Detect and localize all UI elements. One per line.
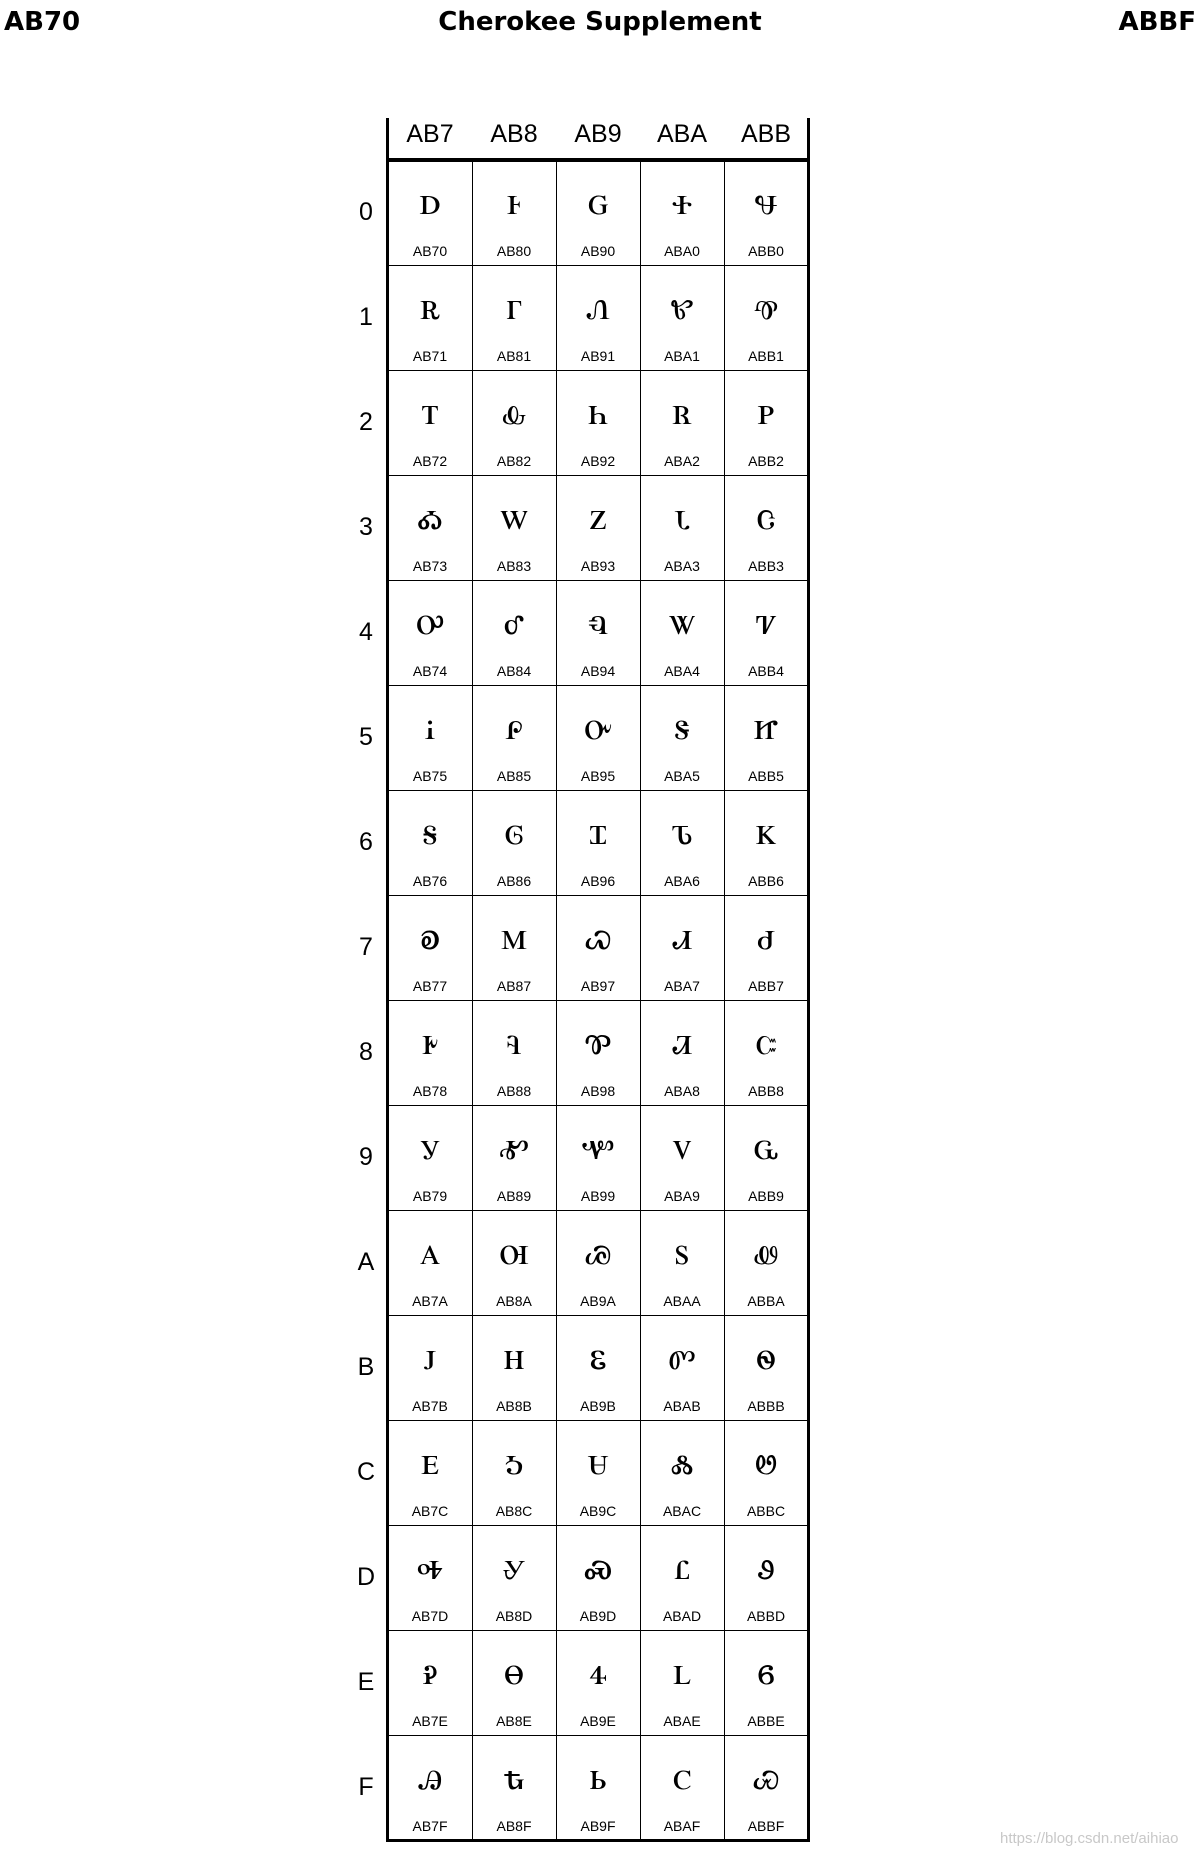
code-point-label: ABB3 [748, 558, 784, 574]
cherokee-glyph: ꮚ [584, 1228, 612, 1274]
code-point-label: AB8D [495, 1608, 533, 1624]
cherokee-glyph: ꮣ [674, 493, 690, 539]
chart-cell [556, 1630, 640, 1735]
table-bottom-border [386, 1839, 810, 1842]
chart-cell [640, 1000, 724, 1105]
cherokee-glyph: ꮑ [586, 283, 610, 329]
code-point-label: AB8C [495, 1503, 533, 1519]
cherokee-glyph: ꮘ [584, 1018, 612, 1064]
chart-cell [472, 1105, 556, 1210]
chart-cell [388, 1105, 472, 1210]
row-header: 8 [359, 1038, 373, 1066]
chart-cell [724, 1735, 808, 1840]
code-point-label: AB94 [580, 663, 616, 679]
cherokee-glyph: ꮞ [589, 1648, 607, 1694]
watermark: https://blog.csdn.net/aihiao [1000, 1830, 1179, 1847]
code-point-label: AB86 [496, 873, 532, 889]
chart-cell [388, 1000, 472, 1105]
cherokee-glyph: ꮝ [584, 1543, 612, 1589]
cherokee-glyph: ꭳ [417, 493, 443, 539]
row-header: A [357, 1248, 375, 1276]
row-header: 0 [359, 198, 373, 226]
code-point-label: AB75 [412, 768, 448, 784]
cherokee-glyph: ꮃ [500, 493, 528, 539]
code-point-label: ABAD [662, 1608, 702, 1624]
cherokee-glyph: ꭸ [422, 1018, 438, 1064]
chart-cell [388, 685, 472, 790]
cherokee-glyph: ꭰ [419, 178, 441, 224]
chart-cell [388, 1630, 472, 1735]
row-header: 2 [359, 408, 373, 436]
chart-cell [640, 580, 724, 685]
chart-cell [472, 475, 556, 580]
cherokee-glyph: ꮹ [753, 1123, 779, 1169]
cherokee-glyph: ꮕ [584, 703, 612, 749]
row-divider [388, 1000, 808, 1001]
code-point-label: ABA6 [664, 873, 700, 889]
code-point-label: ABBF [747, 1818, 785, 1834]
row-divider [388, 1735, 808, 1736]
range-start-label: AB70 [4, 7, 81, 37]
code-point-label: AB87 [496, 978, 532, 994]
code-point-label: AB8F [496, 1818, 532, 1834]
cherokee-glyph: ꮳ [756, 493, 776, 539]
chart-cell [556, 685, 640, 790]
chart-cell [640, 790, 724, 895]
code-point-label: AB9C [579, 1503, 617, 1519]
code-point-label: ABAF [663, 1818, 701, 1834]
cherokee-glyph: ꭼ [421, 1438, 439, 1484]
code-point-label: ABA9 [664, 1188, 700, 1204]
column-header: AB9 [574, 120, 622, 148]
code-point-label: AB9F [580, 1818, 616, 1834]
code-point-label: ABBE [747, 1713, 785, 1729]
cherokee-glyph: ꭵ [424, 703, 436, 749]
code-point-label: AB96 [580, 873, 616, 889]
chart-cell [388, 580, 472, 685]
code-point-label: AB9E [580, 1713, 616, 1729]
chart-cell [556, 1525, 640, 1630]
row-divider [388, 1315, 808, 1316]
chart-cell [724, 1105, 808, 1210]
code-point-label: AB7E [412, 1713, 448, 1729]
row-divider [388, 1525, 808, 1526]
row-header: C [356, 1458, 376, 1486]
chart-cell [388, 1420, 472, 1525]
cherokee-glyph: ꮌ [504, 1438, 524, 1484]
row-header: 6 [359, 828, 373, 856]
row-header: F [358, 1773, 374, 1801]
row-divider [388, 265, 808, 266]
code-point-label: AB79 [412, 1188, 448, 1204]
chart-cell [388, 895, 472, 1000]
cherokee-glyph: ꮿ [752, 1753, 780, 1799]
code-point-label: ABA5 [664, 768, 700, 784]
chart-cell [724, 370, 808, 475]
chart-cell [472, 1525, 556, 1630]
row-divider [388, 475, 808, 476]
cherokee-glyph: ꮆ [504, 808, 524, 854]
chart-cell [724, 160, 808, 265]
chart-cell [472, 370, 556, 475]
chart-cell [472, 1210, 556, 1315]
page-title: Cherokee Supplement [438, 7, 762, 37]
cherokee-glyph: ꭲ [421, 388, 439, 434]
code-point-label: AB99 [580, 1188, 616, 1204]
chart-cell [640, 895, 724, 1000]
row-divider [388, 790, 808, 791]
row-header: 5 [359, 723, 373, 751]
cherokee-glyph: ꮺ [753, 1228, 779, 1274]
cherokee-glyph: ꮻ [756, 1333, 776, 1379]
code-point-label: AB8A [496, 1293, 532, 1309]
row-divider [388, 1105, 808, 1106]
cherokee-glyph: ꭱ [420, 283, 440, 329]
code-point-label: AB83 [496, 558, 532, 574]
row-divider [388, 1420, 808, 1421]
chart-cell [724, 1525, 808, 1630]
cherokee-glyph: ꮊ [499, 1228, 529, 1274]
cherokee-glyph: ꮢ [672, 388, 692, 434]
cherokee-glyph: ꮂ [502, 388, 526, 434]
cherokee-glyph: ꮮ [673, 1648, 691, 1694]
cherokee-glyph: ꮧ [671, 913, 693, 959]
code-point-label: AB7C [411, 1503, 449, 1519]
code-point-label: ABB7 [748, 978, 784, 994]
cherokee-glyph: ꮼ [754, 1438, 778, 1484]
chart-cell [640, 1315, 724, 1420]
chart-cell [724, 475, 808, 580]
code-point-label: ABBD [746, 1608, 786, 1624]
code-point-label: ABB0 [748, 243, 784, 259]
chart-cell [556, 1105, 640, 1210]
chart-cell [640, 685, 724, 790]
row-divider [388, 685, 808, 686]
chart-cell [388, 1735, 472, 1840]
cherokee-glyph: ꮅ [505, 703, 523, 749]
row-header: 9 [359, 1143, 373, 1171]
code-point-label: AB7F [412, 1818, 448, 1834]
code-point-label: ABB1 [748, 348, 784, 364]
code-point-label: ABB9 [748, 1188, 784, 1204]
chart-cell [388, 1210, 472, 1315]
chart-cell [724, 1000, 808, 1105]
cherokee-glyph: ꮈ [506, 1018, 522, 1064]
code-point-label: ABA4 [664, 663, 700, 679]
chart-cell [556, 1315, 640, 1420]
column-header: ABB [740, 120, 792, 148]
code-point-label: AB7D [411, 1608, 449, 1624]
cherokee-glyph: ꭷ [420, 913, 440, 959]
row-divider [388, 1630, 808, 1631]
chart-cell [472, 1630, 556, 1735]
chart-cell [388, 790, 472, 895]
code-point-label: AB77 [412, 978, 448, 994]
code-point-label: AB8E [496, 1713, 532, 1729]
cherokee-glyph: ꭹ [420, 1123, 440, 1169]
code-point-label: AB7A [412, 1293, 448, 1309]
code-point-label: AB9A [580, 1293, 616, 1309]
chart-cell [556, 265, 640, 370]
code-point-label: ABB4 [748, 663, 784, 679]
cherokee-glyph: ꮙ [581, 1123, 615, 1169]
code-point-label: ABB2 [748, 453, 784, 469]
chart-cell [724, 1210, 808, 1315]
code-point-label: AB82 [496, 453, 532, 469]
code-point-label: ABAA [663, 1293, 701, 1309]
chart-cell [472, 685, 556, 790]
row-header: 7 [359, 933, 373, 961]
cherokee-glyph: ꭿ [417, 1753, 443, 1799]
chart-cell [472, 580, 556, 685]
chart-cell [724, 790, 808, 895]
chart-cell [556, 1210, 640, 1315]
code-point-label: AB74 [412, 663, 448, 679]
cherokee-glyph: ꮍ [503, 1543, 525, 1589]
cherokee-glyph: ꮎ [504, 1648, 524, 1694]
table-left-border [386, 118, 389, 1841]
code-point-label: AB89 [496, 1188, 532, 1204]
row-header: 3 [359, 513, 373, 541]
cherokee-glyph: ꮗ [584, 913, 612, 959]
row-header: D [356, 1563, 376, 1591]
code-point-label: AB93 [580, 558, 616, 574]
cherokee-glyph: ꭾ [422, 1648, 438, 1694]
chart-cell [556, 160, 640, 265]
chart-cell [640, 1735, 724, 1840]
code-point-label: AB98 [580, 1083, 616, 1099]
code-point-label: ABA1 [664, 348, 700, 364]
cherokee-glyph: ꮰ [754, 178, 778, 224]
code-point-label: AB71 [412, 348, 448, 364]
chart-cell [388, 1525, 472, 1630]
code-point-label: AB9B [580, 1398, 616, 1414]
chart-cell [556, 1420, 640, 1525]
cherokee-glyph: ꮷ [757, 913, 775, 959]
code-point-label: AB97 [580, 978, 616, 994]
column-header: AB8 [490, 120, 538, 148]
cherokee-glyph: ꮐ [587, 178, 609, 224]
code-point-label: AB78 [412, 1083, 448, 1099]
cherokee-glyph: ꮥ [674, 703, 690, 749]
column-header: AB7 [406, 120, 454, 148]
cherokee-glyph: ꮽ [757, 1543, 775, 1589]
cherokee-glyph: ꮫ [668, 1333, 696, 1379]
chart-cell [472, 790, 556, 895]
header-rule [386, 158, 810, 162]
cherokee-glyph: ꭽ [417, 1543, 443, 1589]
cherokee-glyph: ꮩ [672, 1123, 692, 1169]
chart-cell [640, 475, 724, 580]
cherokee-glyph: ꮨ [671, 1018, 693, 1064]
code-point-label: AB81 [496, 348, 532, 364]
code-point-label: AB7B [412, 1398, 448, 1414]
chart-cell [556, 475, 640, 580]
chart-cell [472, 1000, 556, 1105]
code-point-label: ABBA [747, 1293, 785, 1309]
chart-cell [472, 1735, 556, 1840]
chart-cell [556, 1735, 640, 1840]
chart-cell [640, 265, 724, 370]
code-point-label: ABA0 [664, 243, 700, 259]
chart-cell [640, 370, 724, 475]
row-divider [388, 370, 808, 371]
cherokee-glyph: ꮋ [503, 1333, 525, 1379]
chart-cell [556, 790, 640, 895]
cherokee-glyph: ꮉ [499, 1123, 529, 1169]
chart-cell [556, 370, 640, 475]
code-point-label: AB91 [580, 348, 616, 364]
code-point-label: ABB5 [748, 768, 784, 784]
cherokee-glyph: ꮔ [588, 598, 608, 644]
code-point-label: ABAC [662, 1503, 702, 1519]
code-point-label: ABA7 [664, 978, 700, 994]
cherokee-glyph: ꮭ [674, 1543, 690, 1589]
chart-cell [472, 160, 556, 265]
code-point-label: AB88 [496, 1083, 532, 1099]
code-point-label: ABAB [663, 1398, 701, 1414]
chart-cell [724, 895, 808, 1000]
chart-cell [388, 475, 472, 580]
cherokee-glyph: ꮏ [503, 1753, 525, 1799]
code-point-label: AB84 [496, 663, 532, 679]
chart-cell [640, 1525, 724, 1630]
chart-cell [724, 1315, 808, 1420]
row-divider [388, 895, 808, 896]
code-point-label: AB92 [580, 453, 616, 469]
chart-cell [724, 1420, 808, 1525]
chart-cell [472, 265, 556, 370]
code-point-label: ABAE [663, 1713, 701, 1729]
cherokee-glyph: ꮄ [503, 598, 525, 644]
chart-cell [388, 1315, 472, 1420]
cherokee-glyph: ꮖ [589, 808, 607, 854]
code-point-label: AB76 [412, 873, 448, 889]
chart-cell [640, 1420, 724, 1525]
cherokee-glyph: ꮦ [671, 808, 693, 854]
cherokee-glyph: ꮤ [668, 598, 696, 644]
cherokee-glyph: ꭺ [419, 1228, 441, 1274]
chart-cell [640, 1630, 724, 1735]
cherokee-glyph: ꮟ [589, 1753, 607, 1799]
cherokee-glyph: ꮒ [588, 388, 608, 434]
chart-cell [472, 1315, 556, 1420]
code-point-label: AB90 [580, 243, 616, 259]
code-point-label: ABA8 [664, 1083, 700, 1099]
code-point-label: AB8B [496, 1398, 532, 1414]
row-divider [388, 1210, 808, 1211]
cherokee-glyph: ꭶ [422, 808, 438, 854]
row-header: E [357, 1668, 375, 1696]
cherokee-glyph: ꮁ [506, 283, 522, 329]
column-header: ABA [656, 120, 708, 148]
chart-cell [556, 895, 640, 1000]
chart-cell [388, 265, 472, 370]
cherokee-glyph: ꮴ [755, 598, 777, 644]
chart-cell [724, 580, 808, 685]
cherokee-glyph: ꮜ [587, 1438, 609, 1484]
cherokee-glyph: ꮲ [757, 388, 775, 434]
row-header: B [357, 1353, 375, 1381]
chart-cell [724, 1630, 808, 1735]
cherokee-glyph: ꮸ [755, 1018, 777, 1064]
code-point-label: AB70 [412, 243, 448, 259]
chart-cell [724, 265, 808, 370]
code-point-label: AB80 [496, 243, 532, 259]
cherokee-glyph: ꮵ [753, 703, 779, 749]
row-header: 4 [359, 618, 373, 646]
row-divider [388, 580, 808, 581]
cherokee-glyph: ꮡ [670, 283, 694, 329]
cherokee-glyph: ꮶ [755, 808, 777, 854]
cherokee-glyph: ꮇ [501, 913, 527, 959]
cherokee-glyph: ꮬ [670, 1438, 694, 1484]
code-point-label: ABA3 [664, 558, 700, 574]
cherokee-glyph: ꮱ [754, 283, 778, 329]
code-point-label: AB95 [580, 768, 616, 784]
chart-cell [556, 1000, 640, 1105]
chart-cell [724, 685, 808, 790]
code-point-label: AB72 [412, 453, 448, 469]
chart-cell [640, 1210, 724, 1315]
code-point-label: AB9D [579, 1608, 617, 1624]
chart-cell [640, 1105, 724, 1210]
cherokee-glyph: ꮾ [757, 1648, 775, 1694]
cherokee-glyph: ꮪ [675, 1228, 689, 1274]
cherokee-glyph: ꮠ [672, 178, 692, 224]
table-right-border [807, 118, 810, 1841]
chart-cell [556, 580, 640, 685]
code-point-label: AB85 [496, 768, 532, 784]
code-point-label: ABB6 [748, 873, 784, 889]
code-point-label: ABBB [747, 1398, 785, 1414]
cherokee-glyph: ꮀ [507, 178, 521, 224]
chart-cell [640, 160, 724, 265]
cherokee-glyph: ꮛ [589, 1333, 607, 1379]
cherokee-glyph: ꮯ [672, 1753, 692, 1799]
cherokee-glyph: ꭴ [416, 598, 444, 644]
code-point-label: ABB8 [748, 1083, 784, 1099]
code-point-label: ABA2 [664, 453, 700, 469]
cherokee-glyph: ꮓ [589, 493, 607, 539]
code-point-label: AB73 [412, 558, 448, 574]
chart-cell [388, 160, 472, 265]
code-point-label: ABBC [746, 1503, 786, 1519]
chart-cell [472, 895, 556, 1000]
chart-cell [472, 1420, 556, 1525]
row-header: 1 [359, 303, 373, 331]
range-end-label: ABBF [1118, 7, 1196, 37]
cherokee-glyph: ꭻ [423, 1333, 437, 1379]
chart-cell [388, 370, 472, 475]
